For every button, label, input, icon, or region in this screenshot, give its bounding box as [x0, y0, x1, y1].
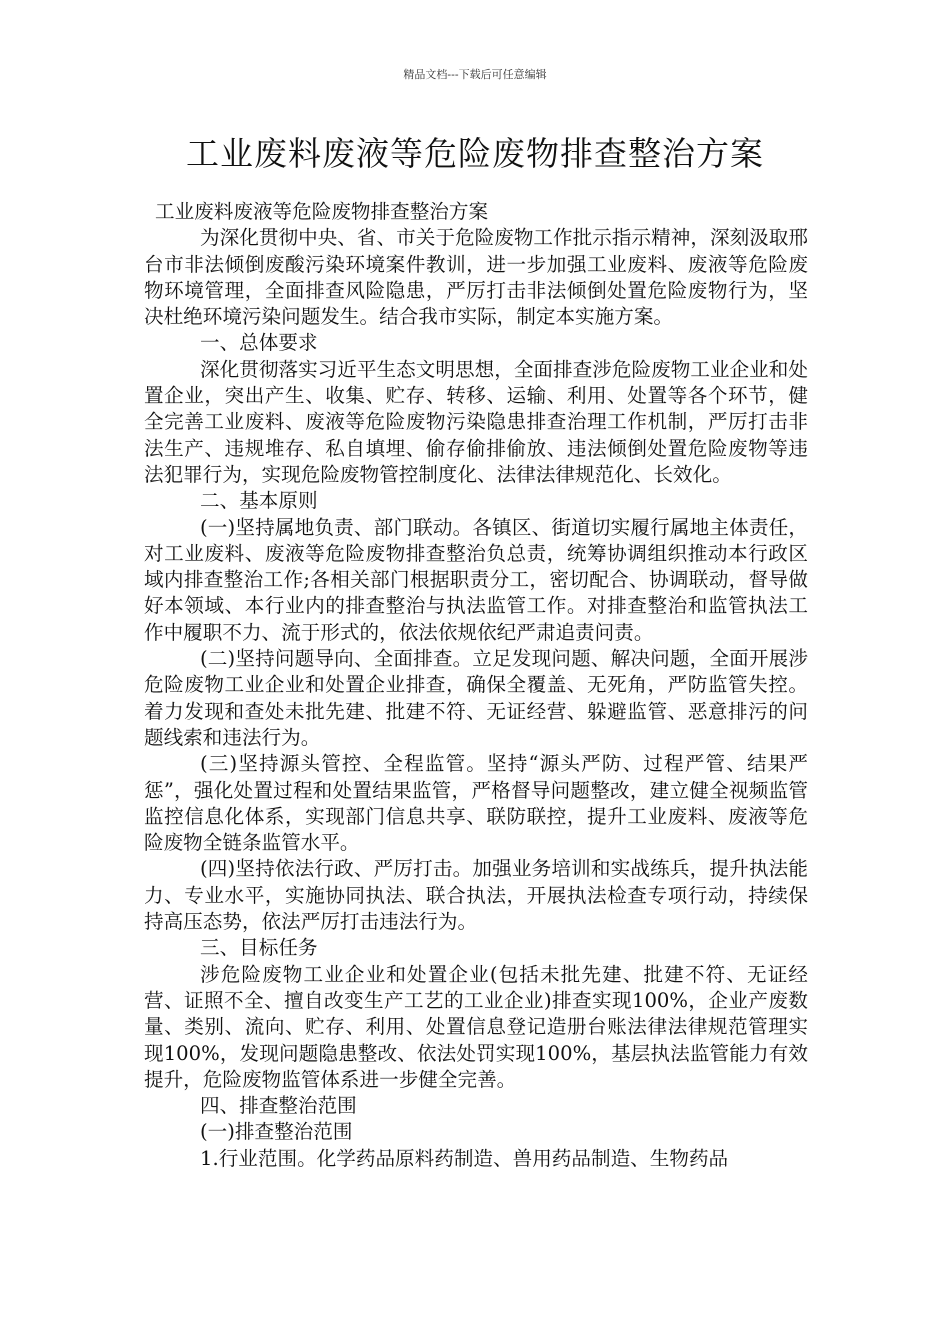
principle-paragraph-1: (一)坚持属地负责、部门联动。各镇区、街道切实履行属地主体责任，对工业废料、废液等危险废物排查整治负总责，统筹协调组织推动本行政区域内排查整治工作;各相关部门根据职责分工，密切配合、协调联动，督导做好本领域、本行业内的排查整治与执法监管工作。对排查整治和监管执法工作中履职不力、流于形式的，依法依规依纪严肃追责问责。 [144, 515, 808, 644]
section-heading-4: 四、排查整治范围 [200, 1094, 357, 1118]
principle-paragraph-2: (二)坚持问题导向、全面排查。立足发现问题、解决问题，全面开展涉危险废物工业企业和处置企业排查，确保全覆盖、无死角，严防监管失控。着力发现和查处未批先建、批建不符、无证经营、躲避监管、恶意排污的问题线索和违法行为。 [144, 647, 808, 749]
document-title: 工业废料废液等危险废物排查整治方案 [186, 134, 764, 173]
document-subtitle: 工业废料废液等危险废物排查整治方案 [155, 200, 489, 223]
header-note: 精品文档---下载后可任意编辑 [403, 68, 547, 81]
section-heading-1: 一、总体要求 [200, 331, 318, 355]
section-paragraph-1: 深化贯彻落实习近平生态文明思想，全面排查涉危险废物工业企业和处置企业，突出产生、收集、贮存、转移、运输、利用、处置等各个环节，健全完善工业废料、废液等危险废物污染隐患排查治理工作机制，严厉打击非法生产、违规堆存、私自填埋、偷存偷排偷放、违法倾倒处置危险废物等违法犯罪行为，实现危险废物管控制度化、法律法律规范化、长效化。 [144, 357, 808, 486]
intro-paragraph: 为深化贯彻中央、省、市关于危险废物工作批示指示精神，深刻汲取邢台市非法倾倒废酸污染环境案件教训，进一步加强工业废料、废液等危险废物环境管理，全面排查风险隐患，严厉打击非法倾倒处置危险废物行为，坚决杜绝环境污染问题发生。结合我市实际，制定本实施方案。 [144, 226, 808, 329]
section-heading-3: 三、目标任务 [200, 936, 318, 960]
section-heading-2: 二、基本原则 [200, 489, 318, 513]
list-item-1: 1.行业范围。化学药品原料药制造、兽用药品制造、生物药品 [200, 1146, 729, 1170]
principle-paragraph-3: (三)坚持源头管控、全程监管。坚持“源头严防、过程严管、结果严惩”，强化处置过程和处置结果监管，严格督导问题整改，建立健全视频监管监控信息化体系，实现部门信息共享、联防联控，提升工业废料、废液等危险废物全链条监管水平。 [144, 752, 808, 855]
document-body [144, 199, 808, 1172]
principle-paragraph-4: (四)坚持依法行政、严厉打击。加强业务培训和实战练兵，提升执法能力、专业水平，实施协同执法、联合执法，开展执法检查专项行动，持续保持高压态势，依法严厉打击违法行为。 [144, 857, 808, 934]
section-paragraph-3: 涉危险废物工业企业和处置企业(包括未批先建、批建不符、无证经营、证照不全、擅自改变生产工艺的工业企业)排查实现100%，企业产废数量、类别、流向、贮存、利用、处置信息登记造册台账法律法律规范管理实现100%，发现问题隐患整改、依法处罚实现100%，基层执法监管能力有效提升，危险废物监管体系进一步健全完善。 [144, 962, 808, 1091]
subsection-heading-4-1: (一)排查整治范围 [200, 1120, 353, 1144]
